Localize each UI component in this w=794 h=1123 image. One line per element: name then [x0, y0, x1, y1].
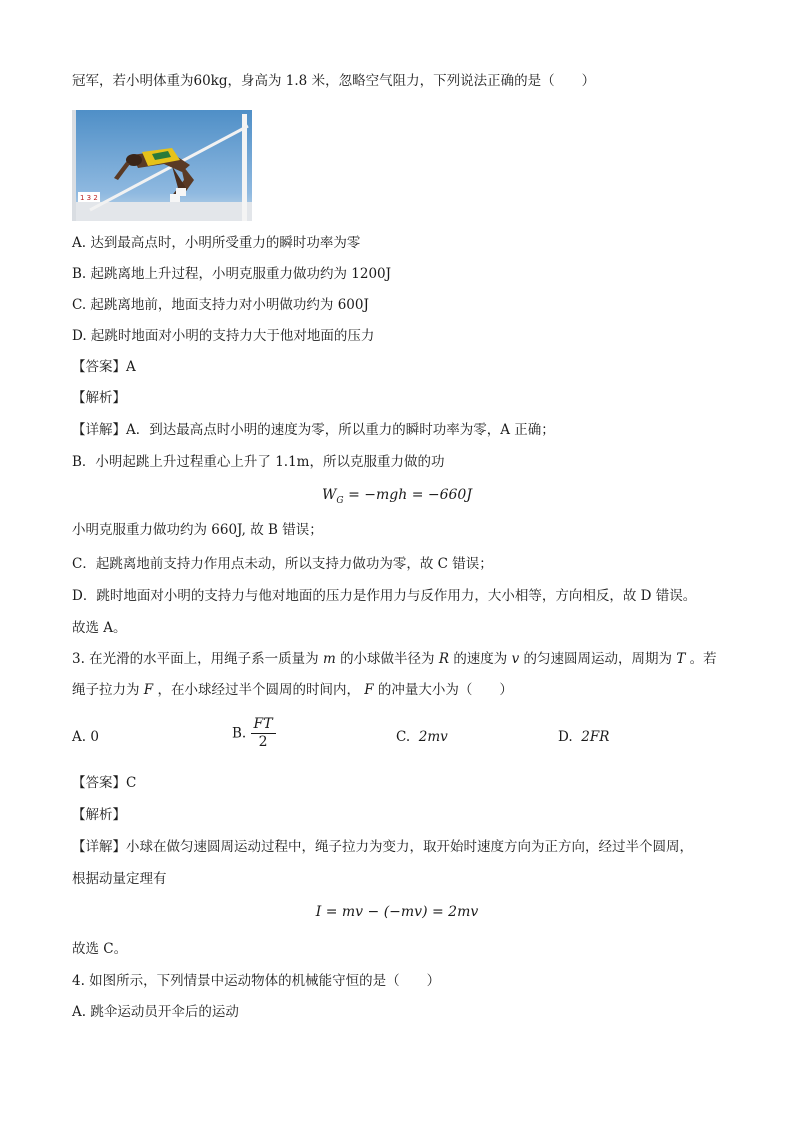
- q2-analysis-label: 【解析】: [72, 390, 126, 406]
- q2-detail-b2: 小明克服重力做功约为 660J, 故 B 错误；: [72, 522, 323, 538]
- q2-stem: 冠军，若小明体重为60kg，身高为 1.8 米，忽略空气阻力，下列说法正确的是（ ）: [72, 73, 596, 89]
- q3-equation: I = mv − (−mv) = 2mv: [315, 904, 479, 920]
- q3-analysis-label: 【解析】: [72, 807, 126, 823]
- q2-answer: 【答案】A: [72, 359, 136, 375]
- q4-option-a: A. 跳伞运动员开伞后的运动: [72, 1004, 239, 1020]
- q2-choose: 故选 A。: [72, 620, 127, 636]
- q2-detail-c: C．起跳离地前支持力作用点未动，所以支持力做功为零，故 C 错误；: [72, 556, 493, 572]
- q2-detail-d: D．跳时地面对小明的支持力与他对地面的压力是作用力与反作用力，大小相等，方向相反，故 D 错误。: [72, 588, 697, 604]
- q3-stem-line2: 绳子拉力为 F ，在小球经过半个圆周的时间内， F 的冲量大小为（ ）: [72, 682, 513, 698]
- q3-answer: 【答案】C: [72, 775, 137, 791]
- high-jump-photo: [72, 110, 252, 221]
- fraction-ft-over-2: $\frac{FT}{2}$: [251, 716, 276, 751]
- q2-option-a: A. 达到最高点时，小明所受重力的瞬时功率为零: [72, 235, 361, 251]
- q2-equation: $W_G = -mgh = -660J$: [322, 487, 472, 506]
- q2-option-b: B. 起跳离地上升过程，小明克服重力做功约为 1200J: [72, 266, 392, 282]
- q2-option-c: C. 起跳离地前，地面支持力对小明做功约为 600J: [72, 297, 369, 313]
- q3-choose: 故选 C。: [72, 941, 128, 957]
- q2-detail-b: B．小明起跳上升过程重心上升了 1.1m，所以克服重力做的功: [72, 454, 445, 470]
- q2-option-d: D. 起跳时地面对小明的支持力大于他对地面的压力: [72, 328, 375, 344]
- q3-option-a: A. 0: [72, 729, 99, 745]
- q3-option-c: C. 2mv: [396, 729, 448, 745]
- q3-option-b: B. $\frac{FT}{2}$: [232, 716, 276, 751]
- q3-stem-line1: 3. 在光滑的水平面上，用绳子系一质量为 m 的小球做半径为 R 的速度为 v 的匀速圆周运动，周期为 T 。若: [72, 651, 717, 667]
- q4-stem: 4. 如图所示，下列情景中运动物体的机械能守恒的是（ ）: [72, 973, 441, 989]
- q3-option-d: D. 2FR: [558, 729, 610, 745]
- mass-value: 60kg: [193, 73, 228, 89]
- sign-text: 1 3 2: [80, 194, 98, 202]
- q3-detail-1: 【详解】小球在做匀速圆周运动过程中，绳子拉力为变力，取开始时速度方向为正方向，经过半个圆周，: [72, 839, 693, 855]
- q2-detail-a: 【详解】A．到达最高点时小明的速度为零，所以重力的瞬时功率为零，A 正确；: [72, 422, 555, 438]
- q3-detail-2: 根据动量定理有: [72, 871, 167, 887]
